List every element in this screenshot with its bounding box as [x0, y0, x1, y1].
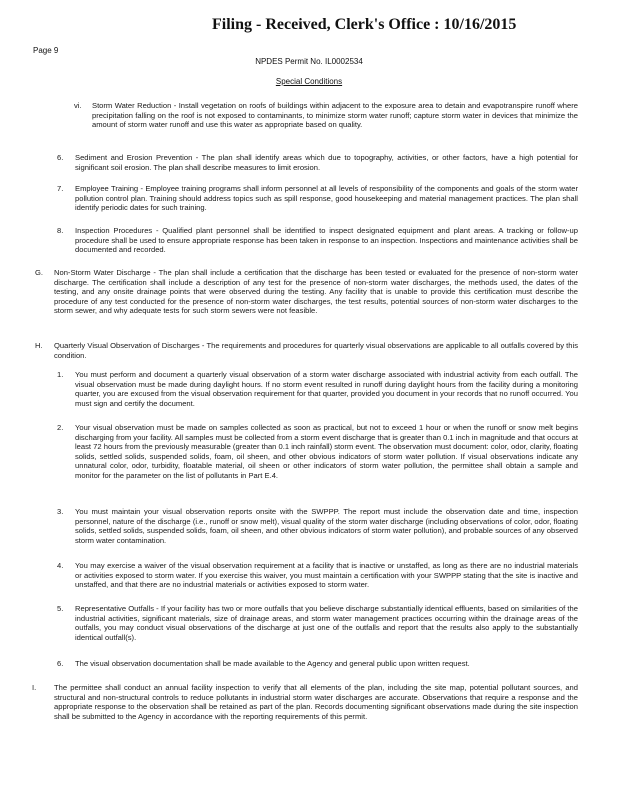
- item-marker: 3.: [57, 507, 64, 516]
- item-marker: 2.: [57, 423, 64, 432]
- item-marker: 6.: [57, 659, 64, 668]
- item-marker: 6.: [57, 153, 64, 162]
- condition-item: [74, 101, 578, 130]
- item-marker: H.: [35, 341, 43, 350]
- item-text: Non-Storm Water Discharge - The plan shall include a certification that the discharge has been tested or evaluated for the presence of non-storm water discharge. The certification shall include a description of any test for the presence of non-storm water discharges, the methods used, the dates of the testing, and any onsite drainage points that were observed during the testing. Any facility that is unable to provide this certification must describe the procedure of any test conducted for the presence of non-storm water discharges, the test results, potential sources of non-storm water discharges to the storm sewer, and why adequate tests for such storm sewers were not feasible.: [54, 268, 578, 316]
- filing-stamp: Filing - Received, Clerk's Office : 10/16/2015: [212, 16, 517, 33]
- item-text: You must perform and document a quarterly visual observation of a storm water discharge associated with industrial activity from each outfall. The visual observation must be made during daylight hours. If no storm event resulted in runoff during daylight hours from the facility during a monitoring quarter, you are excused from the visual observation requirement for that quarter, provided you document in your records that no runoff occurred. You must sign and certify the document.: [75, 370, 578, 408]
- page-number: Page 9: [33, 46, 59, 55]
- item-text: You must maintain your visual observation reports onsite with the SWPPP. The report must include the observation date and time, inspection personnel, nature of the discharge (i.e., runoff or snow melt), visual quality of the storm water discharge (including observations of color, odor, floating solids, settled solids, suspended solids, foam, oil sheen, and other obvious indicators of storm water pollution), and probable sources of any observed storm water contamination.: [75, 507, 578, 545]
- section-heading: Special Conditions: [275, 77, 343, 86]
- item-marker: 1.: [57, 370, 64, 379]
- condition-item: [57, 507, 578, 545]
- condition-item: [57, 561, 578, 590]
- item-text: Storm Water Reduction - Install vegetation on roofs of buildings within adjacent to the exposure area to detain and evapotranspire runoff where precipitation falling on the roof is not exposed to contaminants, to minimize storm water runoff; capture storm water in devices that minimize the amount of storm water runoff and use this water as appropriate based on quality.: [92, 101, 578, 130]
- item-marker: 8.: [57, 226, 64, 235]
- item-text: Employee Training - Employee training programs shall inform personnel at all levels of responsibility of the components and goals of the storm water pollution control plan. Training should address topics such as spill response, good housekeeping and material management practices. The plan shall identify periodic dates for such training.: [75, 184, 578, 213]
- item-marker: 7.: [57, 184, 64, 193]
- condition-item: [35, 341, 578, 360]
- condition-item: [57, 370, 578, 408]
- condition-item: [57, 423, 578, 481]
- item-text: Inspection Procedures - Qualified plant personnel shall be identified to inspect designated equipment and plant areas. A tracking or follow-up procedure shall be used to ensure appropriate response has been taken in response to an inspection. Inspections and maintenance activities shall be documented and recorded.: [75, 226, 578, 255]
- condition-item: [57, 659, 578, 669]
- item-text: You may exercise a waiver of the visual observation requirement at a facility that is inactive or unstaffed, as long as there are no industrial materials or activities exposed to storm water. If you exercise this waiver, you must maintain a certification with your SWPPP stating that the site is inactive and unstaffed, and that there are no industrial materials or activities exposed to storm water.: [75, 561, 578, 590]
- condition-item: [57, 153, 578, 172]
- item-text: The visual observation documentation shall be made available to the Agency and general public upon written request.: [75, 659, 470, 668]
- condition-item: [32, 683, 578, 721]
- item-text: Sediment and Erosion Prevention - The plan shall identify areas which due to topography, activities, or other factors, have a high potential for significant soil erosion. The plan shall describe measures to limit erosion.: [75, 153, 578, 172]
- item-text: The permittee shall conduct an annual facility inspection to verify that all elements of the plan, including the site map, potential pollutant sources, and structural and non-structural controls to reduce pollutants in industrial storm water discharges are accurate. Observations that require a response and the appropriate response to the observation shall be retained as part of the plan. Records documenting significant observations made during the site inspection shall be submitted to the Agency in accordance with the reporting requirements of this permit.: [54, 683, 578, 721]
- condition-item: [35, 268, 578, 316]
- condition-item: [57, 184, 578, 213]
- permit-number: NPDES Permit No. IL0002534: [255, 57, 363, 66]
- item-marker: 5.: [57, 604, 64, 613]
- condition-item: [57, 226, 578, 255]
- item-text: Representative Outfalls - If your facility has two or more outfalls that you believe discharge substantially identical effluents, based on similarities of the industrial activities, significant materials, size of drainage areas, and storm water management practices occurring within the drainage areas of the outfalls, you may conduct visual observations of the discharge at just one of the outfalls and report that the results also apply to the substantially identical outfall(s).: [75, 604, 578, 642]
- item-marker: G.: [35, 268, 44, 277]
- item-text: Your visual observation must be made on samples collected as soon as practical, but not to exceed 1 hour or when the runoff or snow melt begins discharging from your facility. All samples must be collected from a storm event discharge that is greater than 0.1 inch in magnitude and that occurs at least 72 hours from the previously measurable (greater than 0.1 inch rainfall) storm event. The observation must document: color, odor, clarity, floating solids, settled solids, suspended solids, foam, oil sheen, and other obvious indicators of storm water pollution. If visual observations indicate any unnatural color, odor, turbidity, floatable material, oil sheen or other indicators of storm water pollution, the permittee shall obtain a sample and monitor for the parameter on the list of pollutants in Part E.4.: [75, 423, 578, 480]
- condition-item: [57, 604, 578, 642]
- item-marker: I.: [32, 683, 37, 692]
- item-marker: 4.: [57, 561, 64, 570]
- item-text: Quarterly Visual Observation of Discharges - The requirements and procedures for quarterly visual observations are applicable to all outfalls covered by this condition.: [54, 341, 578, 360]
- item-marker: vi.: [74, 101, 82, 110]
